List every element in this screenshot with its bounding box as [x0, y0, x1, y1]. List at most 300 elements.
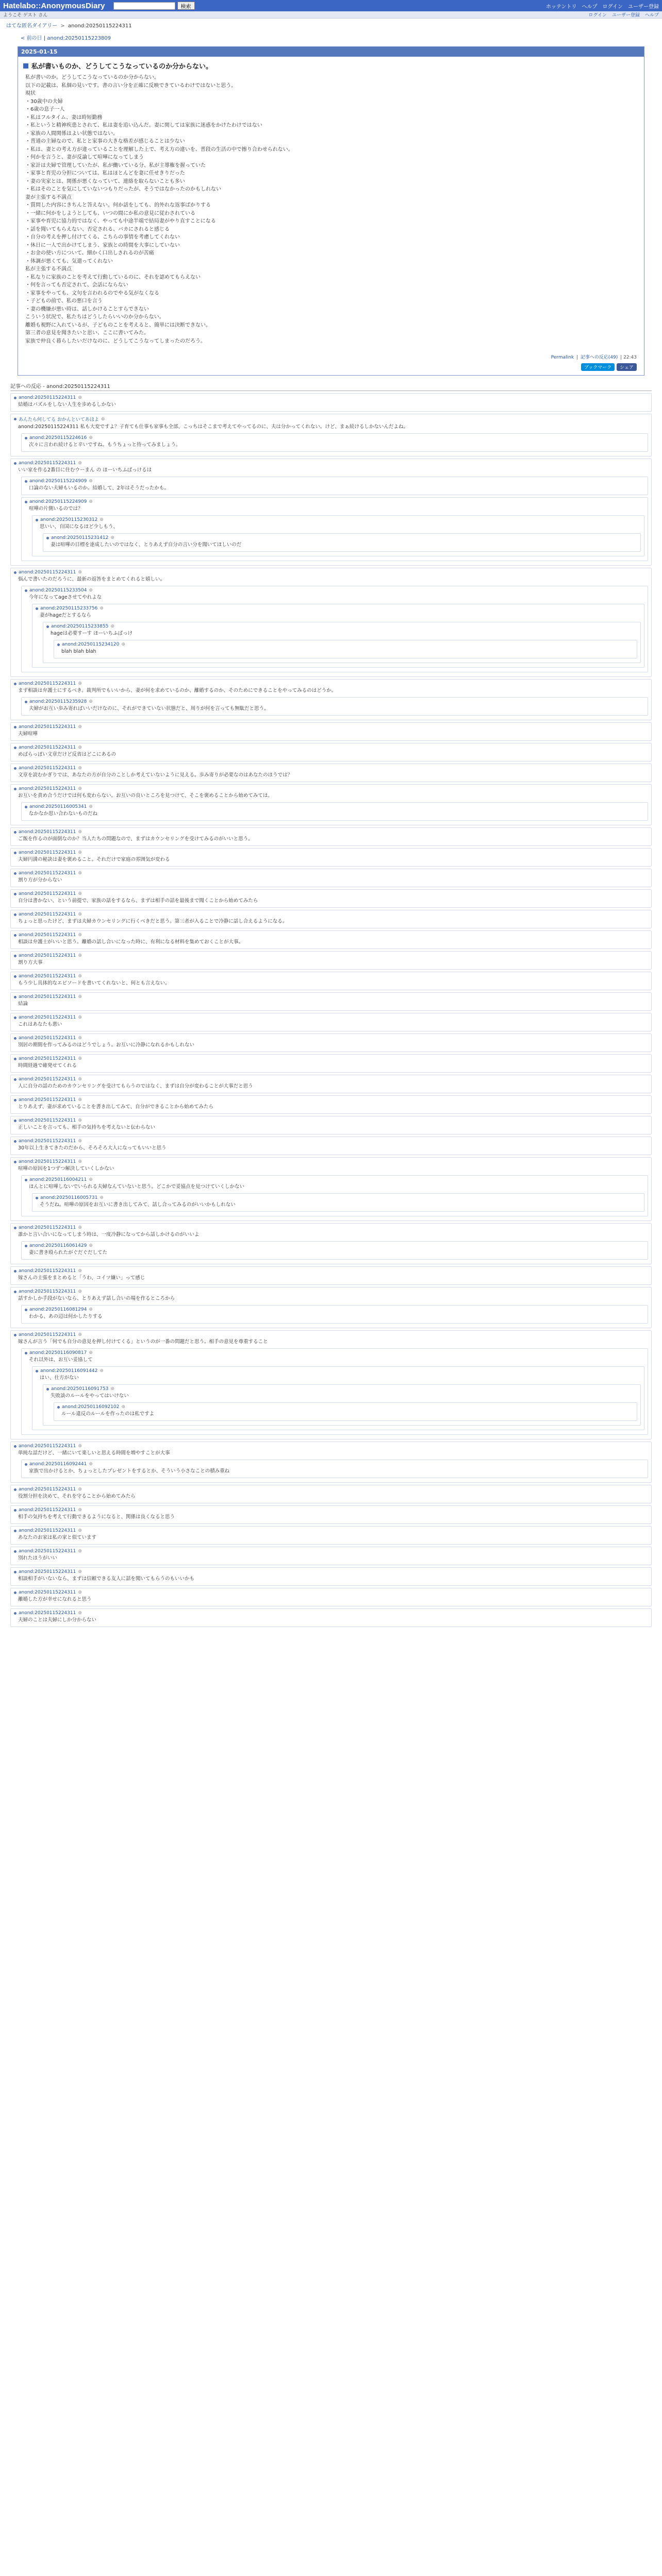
comment-bullet-icon [14, 1099, 16, 1101]
expand-icon[interactable]: ⊕ [78, 1444, 82, 1449]
comment-id-link[interactable]: anond:20250115224311 [19, 745, 76, 750]
comment-text: 失敗談のルールをやってはいけない [51, 1393, 129, 1399]
comment-head [14, 1528, 648, 1533]
article-paragraph: 離婚も視野に入れているが、子どものことを考えると、簡単には決断できない。 [25, 322, 211, 328]
expand-icon[interactable]: ⊕ [78, 1097, 82, 1103]
trackback-header: 記事への反応 - anond:20250115224311 [10, 382, 652, 391]
comment-id-link[interactable]: anond:20250116061429 [29, 1243, 87, 1248]
comment [54, 640, 637, 658]
comment [21, 477, 648, 495]
comment-text: 結婚はパズルをしない人生を歩めるしかない [18, 402, 117, 408]
comment [10, 1223, 652, 1264]
expand-icon[interactable]: ⊕ [89, 1243, 93, 1248]
comment-head [14, 933, 648, 938]
comment-bullet-icon [14, 1488, 16, 1491]
comment [21, 1305, 648, 1324]
expand-icon[interactable]: ⊕ [89, 1350, 93, 1355]
comment-id-link[interactable]: anond:20250115224311 [19, 1528, 76, 1533]
comment-id-link[interactable]: anond:20250115224311 [19, 1225, 76, 1230]
comment-head [36, 1195, 641, 1200]
expand-icon[interactable]: ⊕ [89, 804, 93, 809]
expand-icon[interactable]: ⊕ [78, 912, 82, 917]
day-nav [0, 31, 662, 46]
site-logo[interactable]: Hatelabo::AnonymousDiary [3, 1, 105, 10]
comment [10, 889, 652, 908]
comment-id-link[interactable]: anond:20250115224909 [29, 479, 87, 484]
comment-id-link[interactable]: anond:20250115224909 [29, 499, 87, 504]
expand-icon[interactable]: ⊕ [78, 829, 82, 835]
comment [10, 992, 652, 1011]
expand-icon[interactable]: ⊕ [78, 724, 82, 730]
comment-id-link[interactable]: anond:20250115224311 [19, 850, 76, 855]
comment-id-link[interactable]: anond:20250116091753 [51, 1386, 109, 1392]
expand-icon[interactable]: ⊕ [110, 1386, 114, 1392]
comment-bullet-icon [46, 1388, 49, 1391]
expand-icon[interactable]: ⊕ [78, 786, 82, 791]
comment-id-link[interactable]: anond:20250115224311 [19, 1487, 76, 1492]
expand-icon[interactable]: ⊕ [100, 606, 104, 611]
comment-bullet-icon [14, 1445, 16, 1448]
comment-text: 嫁さんの主張をまとめると「うわ、コイツ嫌い」って感じ [18, 1275, 145, 1281]
trackback-link[interactable]: 記事への反応(49) [580, 355, 618, 360]
comment-head [25, 804, 644, 809]
article-title-text: 私が書いものか、どうしてこうなっているのか分からない。 [31, 63, 213, 71]
comment-head [14, 1569, 648, 1574]
comment-bullet-icon [25, 1352, 27, 1354]
comment [21, 1241, 648, 1260]
article-paragraph: ・家事と育児の分担については、私はほとんどを妻に任せきりだった [25, 171, 185, 176]
comment [43, 622, 641, 663]
comment-text: めばらっぽい文章だけど反省はどこにあるの [18, 752, 117, 757]
comment-text: 別居の期間を作ってみるのはどうでしょう。お互いに冷静になれるかもしれない [18, 1042, 195, 1048]
article-paragraph: ・私は、妻との考え方が違っていることを理解した上で、考え方の違いを、普段の生活の中で擦り合わせられない。 [25, 146, 293, 152]
comment [10, 1095, 652, 1114]
comment-id-link[interactable]: anond:20250115224311 [19, 766, 76, 771]
comment-bullet-icon [14, 913, 16, 916]
comment-bullet-icon [14, 747, 16, 749]
comment-children [21, 802, 648, 821]
prev-day-label: 前の日 [26, 36, 42, 41]
expand-icon[interactable]: ⊕ [100, 1195, 104, 1200]
expand-icon[interactable]: ⊕ [89, 1177, 93, 1182]
comment-bullet-icon [14, 788, 16, 790]
comment-head [14, 416, 648, 422]
comment-id-link[interactable]: anond:20250115224311 [19, 1015, 76, 1020]
comment [10, 848, 652, 867]
expand-icon[interactable]: ⊕ [78, 1077, 82, 1082]
comment-id-link[interactable]: anond:20250115224311 [19, 1332, 76, 1337]
comment-id-link[interactable]: anond:20250115224616 [29, 435, 87, 440]
comment-bullet-icon [14, 726, 16, 728]
comment-text: それ以外は、お互い妥協して [29, 1357, 93, 1363]
expand-icon[interactable]: ⊕ [78, 1268, 82, 1274]
comment-bullet-icon [14, 1227, 16, 1229]
comment-head [14, 1549, 648, 1554]
comment-id-link[interactable]: anond:20250115224311 [19, 933, 76, 938]
comment-text: とりあえず、妻が求めていることを書き出してみて、自分ができることから始めてみたら [18, 1104, 214, 1110]
comment [10, 743, 652, 761]
comment-children [32, 1193, 644, 1212]
comment-bullet-icon [14, 1509, 16, 1512]
article-paragraph: ・私というと精神疾患とされて、私は妻を追い込んだ。妻に関しては家族に迷惑をかけたわけではない [25, 123, 262, 128]
article-paragraph: ・妻の実家とは、関係が悪くなっていて、連絡を取らないことも多い [25, 178, 185, 184]
comment-head [14, 1444, 648, 1449]
comment-id-link[interactable]: anond:20250115224311 [19, 1289, 76, 1294]
comment-id-link[interactable]: anond:20250115224311 [19, 1611, 76, 1616]
comment-id-link[interactable]: anond:20250115224311 [19, 1036, 76, 1041]
sub-link-register[interactable]: ユーザー登録 [611, 13, 640, 18]
expand-icon[interactable]: ⊕ [110, 535, 114, 540]
expand-icon[interactable]: ⊕ [78, 766, 82, 771]
comment [10, 827, 652, 846]
comment-bullet-icon [14, 1016, 16, 1019]
comment-id-link[interactable]: anond:20250115224311 [19, 953, 76, 958]
comment [10, 1608, 652, 1627]
article-paragraph: ・家族の人間関係はよい状態ではない。 [25, 130, 118, 137]
comment-head [14, 1289, 648, 1294]
comment-head [14, 1118, 648, 1123]
article-paragraph: ・話を聞いてもらえない、否定される、バカにされると感じる [25, 226, 170, 232]
comment-id-link[interactable]: anond:20250116090817 [29, 1350, 87, 1355]
comment-bullet-icon [14, 1530, 16, 1532]
comment-id-link[interactable]: anond:20250115224311 [19, 1118, 76, 1123]
comment-id-link[interactable]: anond:20250116092441 [29, 1462, 87, 1467]
expand-icon[interactable]: ⊕ [78, 850, 82, 855]
comment [10, 1485, 652, 1503]
top-link-login[interactable]: ログイン [602, 4, 623, 10]
expand-icon[interactable]: ⊕ [78, 933, 82, 938]
expand-icon[interactable]: ⊕ [78, 570, 82, 575]
article-paragraph: ・家事をやっても、文句を言われるのでやる気がなくなる [25, 290, 159, 296]
comment [54, 1402, 637, 1421]
comment-id-link[interactable]: anond:20250115224311 [19, 724, 76, 730]
comment-id-link[interactable]: anond:20250115224311 [19, 1159, 76, 1164]
comment-head [14, 1097, 648, 1103]
comment-text: 文章を読むかぎりでは、あなたの方が自分のことしか考えていないように見える。歩み寄りが必要なのはあなたのほうでは？ [18, 772, 293, 778]
expand-icon[interactable]: ⊕ [100, 517, 104, 522]
comment-head [14, 745, 648, 750]
comment-id-link[interactable]: anond:20250115224311 [19, 786, 76, 791]
expand-icon[interactable]: ⊕ [78, 1528, 82, 1533]
comment-head [25, 699, 644, 704]
comment-id-link[interactable]: anond:20250115224311 [19, 829, 76, 835]
comment-head [14, 871, 648, 876]
comment [10, 1547, 652, 1565]
share-row [18, 363, 644, 375]
expand-icon[interactable]: ⊕ [78, 1289, 82, 1294]
comment-id-link[interactable]: anond:20250115224311 [19, 1507, 76, 1513]
comment-bullet-icon [14, 1037, 16, 1040]
expand-icon[interactable]: ⊕ [78, 681, 82, 686]
comment-head [14, 681, 648, 686]
expand-icon[interactable]: ⊕ [78, 1056, 82, 1061]
comment-text: 自分は書かない、という前提で、家族の話をするなら、まずは相手の話を最後まで聞くことから始めてみたら [18, 898, 258, 904]
comment-id-link[interactable]: anond:20250115224311 [19, 681, 76, 686]
comment-id-link[interactable]: anond:20250115224311 [19, 1268, 76, 1274]
comment-bullet-icon [14, 1550, 16, 1553]
expand-icon[interactable]: ⊕ [78, 745, 82, 750]
comment-text: 誰かと言い合いになってしまう時は、一度冷静になってから話しかけるのがいいよ [18, 1232, 200, 1238]
expand-icon[interactable]: ⊕ [89, 1462, 93, 1467]
comment-head [14, 1159, 648, 1164]
expand-icon[interactable]: ⊕ [78, 461, 82, 466]
comment [10, 1137, 652, 1155]
comment-bullet-icon [25, 1179, 27, 1181]
comment-text: 単純な話だけど、一緒にいて楽しいと思える時間を増やすことが大事 [18, 1450, 170, 1456]
comment-head [14, 1590, 648, 1595]
comment-head [14, 724, 648, 730]
comment-bullet-icon [14, 1161, 16, 1163]
comment-id-link[interactable]: anond:20250115224311 [19, 461, 76, 466]
comment-bullet-icon [14, 996, 16, 998]
expand-icon[interactable]: ⊕ [78, 1118, 82, 1123]
comment-id-link[interactable]: anond:20250115224311 [19, 570, 76, 575]
comment-children [21, 697, 648, 716]
comment-head [14, 1225, 648, 1230]
comment [21, 497, 648, 561]
comment [10, 930, 652, 949]
comment-children [54, 1402, 637, 1421]
comment [21, 1460, 648, 1478]
search-button[interactable]: 検索 [177, 2, 195, 10]
comment-text: なかなか思い合わないものだね [29, 811, 98, 817]
top-link-hottentori[interactable]: ホッテントリ [546, 4, 577, 10]
comment-text: 30年以上生きてきたのだから、そろそろ大人になってもいいと思う [18, 1145, 167, 1151]
comment-head [14, 829, 648, 835]
article-paragraph: ・家事や育児に協力的ではなく、やっても中途半端で結局妻がやり直すことになる [25, 218, 216, 224]
comment-head [25, 588, 644, 593]
breadcrumb-current: anond:20250115224311 [68, 23, 132, 29]
comment-id-link[interactable]: あんたら何してる おかんといてあほよ [19, 417, 99, 422]
expand-icon[interactable]: ⊕ [78, 1569, 82, 1574]
comment-head [25, 1243, 644, 1248]
article-paragraph: ・普通の主婦なので、私とと家事の大きな格差が感じることは少ない [25, 139, 185, 144]
post-time: 22:43 [623, 355, 637, 360]
comment-id-link[interactable]: anond:20250115224311 [19, 1590, 76, 1595]
top-link-help[interactable]: ヘルプ [582, 4, 598, 10]
comment-text: これはあなたも悪い [18, 1022, 62, 1027]
comment-head [14, 953, 648, 958]
expand-icon[interactable]: ⊕ [78, 871, 82, 876]
comment-id-link[interactable]: anond:20250115235928 [29, 699, 87, 704]
sub-link-help[interactable]: ヘルプ [644, 13, 659, 18]
expand-icon[interactable]: ⊕ [78, 1015, 82, 1020]
top-link-register[interactable]: ユーザー登録 [628, 4, 659, 10]
comment-id-link[interactable]: anond:20250116005341 [29, 804, 87, 809]
comment-bullet-icon [36, 607, 38, 610]
comment [10, 1033, 652, 1052]
comment-head [14, 1015, 648, 1020]
comment-children [32, 604, 644, 668]
comment-text: anond:20250115224311 私も大変ですよ？子育ても仕事も家事も全部、こっちはそこまで考えてやってるのに、夫は分かってくれない。けど、まぁ続けるしかないんだよね。 [18, 424, 408, 430]
comment [32, 1193, 644, 1212]
expand-icon[interactable]: ⊕ [121, 642, 125, 647]
comment-bullet-icon [14, 1591, 16, 1594]
expand-icon[interactable]: ⊕ [100, 1368, 104, 1374]
expand-icon[interactable]: ⊕ [110, 624, 114, 629]
comment [43, 1384, 641, 1426]
comment-text: そうだね。喧嘩の原因をお互いに書き出してみて、話し合ってみるのがいいかもしれない [40, 1202, 236, 1208]
comment-head [14, 1332, 648, 1337]
comment-text: 時間経過で確発せてくれる [18, 1063, 77, 1069]
expand-icon[interactable]: ⊕ [89, 499, 93, 504]
comment [32, 604, 644, 668]
expand-icon[interactable]: ⊕ [78, 1611, 82, 1616]
expand-icon[interactable]: ⊕ [78, 395, 82, 400]
expand-icon[interactable]: ⊕ [89, 1307, 93, 1312]
comment-children [21, 1241, 648, 1260]
article-paragraph: 私が書いのか。どうしてこうなっているのか分からない。 [25, 75, 159, 80]
expand-icon[interactable]: ⊕ [78, 1507, 82, 1513]
comment-id-link[interactable]: anond:20250115233855 [51, 624, 109, 629]
expand-icon[interactable]: ⊕ [78, 1487, 82, 1492]
comment-text: 割り方が分からない [18, 877, 62, 883]
comment-bullet-icon [14, 767, 16, 770]
comment-id-link[interactable]: anond:20250115233504 [29, 588, 87, 593]
comment-id-link[interactable]: anond:20250115224311 [19, 1444, 76, 1449]
expand-icon[interactable]: ⊕ [89, 435, 93, 440]
comment-bullet-icon [25, 437, 27, 439]
expand-icon[interactable]: ⊕ [101, 416, 105, 422]
prev-day-link[interactable]: < 前の日 [21, 36, 42, 41]
comment-text: 妻は喧嘩の目標を達成したいのではなく、とりあえず自分の言い分を聞いてほしいのだ [51, 542, 242, 548]
comment-bullet-icon [14, 462, 16, 465]
hatena-bookmark-button[interactable]: ブックマーク [581, 363, 615, 371]
comment [32, 1366, 644, 1430]
expand-icon[interactable]: ⊕ [89, 699, 93, 704]
comment-text: 人に自分の話のためのカウンセリングを受けてもらうのではなく、まずは自分が変わることが大事だと思う [18, 1083, 253, 1089]
comment-text: 夫婦がお互い歩み寄ればいいだけなのに、それができていない状態だと、周りが何を言っても無駄だと思う。 [29, 706, 269, 711]
comment-text: ほんとに喧嘩しないでいられる夫婦なんていないと思う。どこかで妥協点を見つけていくしかない [29, 1184, 245, 1190]
comment [10, 1266, 652, 1285]
comment [10, 459, 652, 566]
sub-link-login[interactable]: ログイン [588, 13, 607, 18]
comment-children [21, 1348, 648, 1435]
comment-head [14, 1611, 648, 1616]
expand-icon[interactable]: ⊕ [78, 1139, 82, 1144]
breadcrumb-home[interactable]: はてな匿名ダイアリー [6, 23, 58, 29]
expand-icon[interactable]: ⊕ [78, 953, 82, 958]
comment-text: hageは必要すーす ほーいちふぱっけ [51, 631, 133, 636]
comment-head [14, 912, 648, 917]
comment-text: 家族で出かけるとか、ちょっとしたプレゼントをするとか、そういう小さなことの積み重ね [29, 1468, 230, 1474]
comment [10, 951, 652, 970]
article-paragraph: ・私はフルタイム、妻は時短勤務 [25, 114, 103, 121]
comment-text: 離婚した方が幸せになれると思う [18, 1597, 92, 1602]
comment-bullet-icon [14, 852, 16, 854]
comment-head [14, 1056, 648, 1061]
comment-text: 次々に言われ続けると辛いですね。もうちょっと待ってみましょう。 [29, 442, 181, 448]
comment-id-link[interactable]: anond:20250116004211 [29, 1177, 87, 1182]
comment [10, 722, 652, 741]
comment-id-link[interactable]: anond:20250115224311 [19, 994, 76, 999]
comment-text: ルール違反のルールを作ったのは私ですよ [61, 1411, 155, 1417]
comment-head [14, 1487, 648, 1492]
comment [10, 764, 652, 782]
permalink[interactable]: Permalink [551, 355, 574, 360]
article-paragraph: ・子どもの前で、私の悪口を言う [25, 298, 103, 304]
expand-icon[interactable]: ⊕ [121, 1404, 125, 1410]
expand-icon[interactable]: ⊕ [78, 1332, 82, 1337]
article-paragraph: 現状 [25, 91, 36, 96]
comment [10, 1013, 652, 1031]
comment-children [21, 1460, 648, 1478]
comment-head [14, 891, 648, 896]
comment-id-link[interactable]: anond:20250116005731 [40, 1195, 98, 1200]
comment-id-link[interactable]: anond:20250115224311 [19, 891, 76, 896]
comment-id-link[interactable]: anond:20250115224311 [19, 1056, 76, 1061]
comment-id-link[interactable]: anond:20250115234120 [62, 642, 120, 647]
comment-id-link[interactable]: anond:20250116081294 [29, 1307, 87, 1312]
comment-text: 別れたほうがいい [18, 1555, 58, 1561]
prev-entry-link[interactable]: anond:20250115223809 [47, 36, 111, 41]
comment-id-link[interactable]: anond:20250115224311 [19, 1549, 76, 1554]
comment-id-link[interactable]: anond:20250116092102 [62, 1404, 120, 1410]
comment-id-link[interactable]: anond:20250115231412 [51, 535, 109, 540]
comment [10, 414, 652, 456]
comment [21, 1348, 648, 1435]
comment-id-link[interactable]: anond:20250115224311 [19, 1569, 76, 1574]
comment-bullet-icon [14, 975, 16, 978]
expand-icon[interactable]: ⊕ [78, 891, 82, 896]
comment-text: 口論のない夫婦もいるのか。結婚して、2年はそうだったかも。 [29, 485, 169, 491]
expand-icon[interactable]: ⊕ [89, 588, 93, 593]
comment-id-link[interactable]: anond:20250115233756 [40, 606, 98, 611]
comment-text: 嫁さんが言う「何でも自分の意見を押し付けてくる」というのが一番の問題だと思う。相手の意見を尊重すること [18, 1339, 268, 1345]
expand-icon[interactable]: ⊕ [78, 1590, 82, 1595]
comment-list [10, 393, 652, 1627]
comment-bullet-icon [14, 1291, 16, 1293]
comment-id-link[interactable]: anond:20250115224311 [19, 395, 76, 400]
article [18, 46, 644, 376]
comment-children [32, 1366, 644, 1430]
expand-icon[interactable]: ⊕ [89, 479, 93, 484]
comment-head [25, 499, 644, 504]
comment-bullet-icon [57, 643, 60, 646]
expand-icon[interactable]: ⊕ [78, 994, 82, 999]
expand-icon[interactable]: ⊕ [78, 1036, 82, 1041]
comment-head [14, 1077, 648, 1082]
comment-id-link[interactable]: anond:20250115230312 [40, 517, 98, 522]
comment-head [46, 535, 637, 540]
article-paragraph: ・一緒に何かをしようとしても、いつの間にか私の意見に従わされている [25, 210, 195, 216]
comment-id-link[interactable]: anond:20250115224311 [19, 1097, 76, 1103]
comment-id-link[interactable]: anond:20250115224311 [19, 974, 76, 979]
comment-bullet-icon [14, 1612, 16, 1615]
expand-icon[interactable]: ⊕ [78, 1159, 82, 1164]
comment-id-link[interactable]: anond:20250115224311 [19, 912, 76, 917]
comment-head [14, 570, 648, 575]
comment-text: 思いい、自国になるほど少しもう、 [40, 524, 119, 530]
facebook-share-button[interactable]: シェア [617, 363, 637, 371]
comment-children [54, 640, 637, 658]
expand-icon[interactable]: ⊕ [78, 1549, 82, 1554]
search-input[interactable] [113, 2, 175, 10]
comment-text: わかる、あの辺は何かしたりする [29, 1314, 103, 1319]
comment-id-link[interactable]: anond:20250115224311 [19, 1077, 76, 1082]
expand-icon[interactable]: ⊕ [78, 1225, 82, 1230]
comment-bullet-icon [25, 480, 27, 483]
comment-head [14, 395, 648, 400]
comment [10, 1442, 652, 1483]
comment [10, 679, 652, 720]
comment-id-link[interactable]: anond:20250115224311 [19, 1139, 76, 1144]
comment-id-link[interactable]: anond:20250116091442 [40, 1368, 98, 1374]
expand-icon[interactable]: ⊕ [78, 974, 82, 979]
comment-id-link[interactable]: anond:20250115224311 [19, 871, 76, 876]
article-footer: Permalink | 記事への反応(49) | 22:43 [551, 355, 637, 360]
article-date: 2025-01-15 [18, 47, 644, 57]
